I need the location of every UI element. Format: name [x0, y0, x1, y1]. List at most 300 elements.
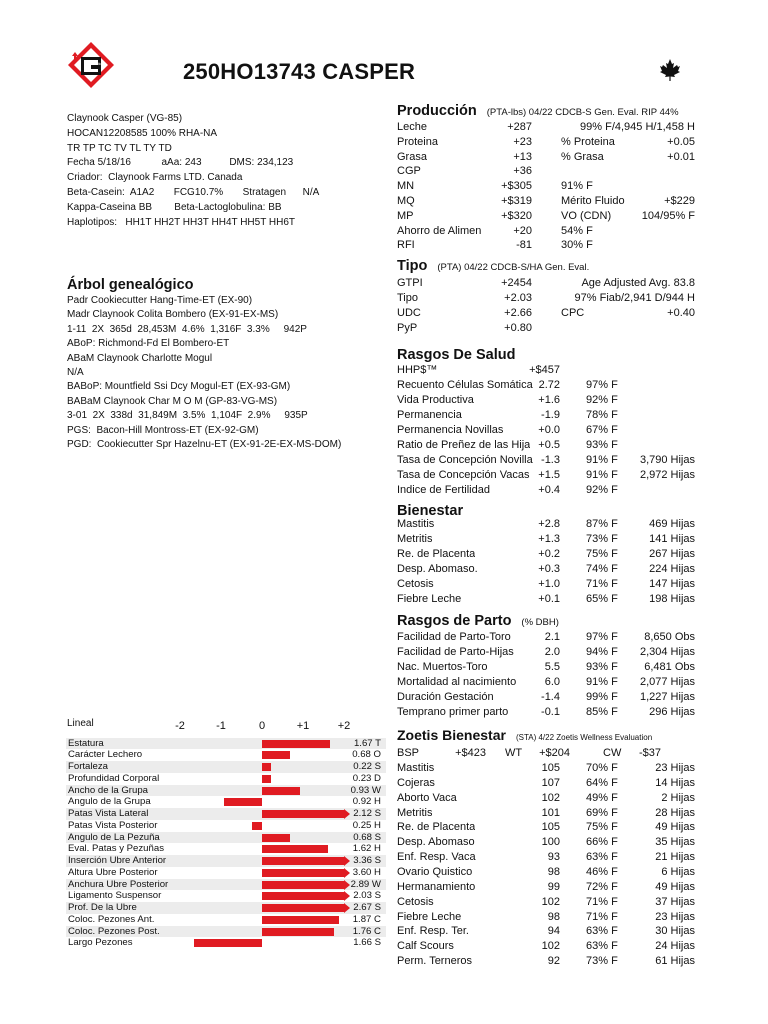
zoetis-bsp-wt: +$204 — [539, 747, 570, 759]
salud-cell: Ratio de Preñez de las Hija — [397, 439, 531, 451]
produccion-cell: +287 — [507, 121, 532, 133]
bienestar-cell: 71% F — [586, 577, 618, 590]
bienestar-row — [396, 562, 696, 577]
x-tick-label: 0 — [258, 720, 266, 732]
pedigree-line: ABaM Claynook Charlotte Mogul — [67, 352, 213, 364]
info-line: Fecha 5/18/16 aAa: 243 DMS: 234,123 — [67, 157, 294, 169]
zoetis-cell: 14 Hijas — [655, 776, 695, 789]
linear-value-label: 0.93 W — [350, 784, 381, 796]
zoetis-bsp-row — [396, 746, 696, 761]
produccion-cell: MP — [397, 209, 414, 222]
linear-value-label: 0.22 S — [353, 761, 381, 772]
produccion-cell: +0.05 — [667, 135, 695, 148]
salud-cell: Tasa de Concepción Vacas — [397, 469, 530, 481]
salud-row — [396, 393, 696, 408]
parto-cell: 93% F — [586, 660, 618, 673]
bienestar-cell: +1.0 — [538, 577, 560, 590]
produccion-cell: Leche — [397, 121, 427, 133]
parto-cell: 94% F — [586, 645, 618, 658]
bienestar-cell: Mastitis — [397, 518, 435, 530]
produccion-row — [396, 238, 696, 253]
salud-cell: +1.6 — [538, 394, 560, 406]
tipo-row — [396, 291, 696, 306]
salud-cell: -1.3 — [541, 454, 560, 466]
info-line: Kappa-Caseina BB Beta-Lactoglobulina: BB — [67, 201, 282, 213]
produccion-cell: % Grasa — [561, 150, 604, 163]
zoetis-cell: Fiebre Leche — [397, 910, 462, 923]
tipo-cell: +2.66 — [504, 306, 532, 319]
parto-row — [396, 705, 696, 720]
bienestar-cell: +0.1 — [538, 592, 560, 605]
parto-row — [396, 630, 696, 645]
parto-cell: 99% F — [586, 690, 618, 703]
linear-bar — [262, 904, 344, 912]
pedigree-line: BABoP: Mountfield Ssi Dcy Mogul-ET (EX-93-GM) — [67, 381, 291, 393]
parto-cell: Mortalidad al nacimiento — [397, 675, 517, 688]
bienestar-cell: +0.2 — [538, 547, 560, 560]
zoetis-cell: Ovario Quistico — [397, 865, 473, 878]
zoetis-cell: 63% F — [586, 940, 618, 953]
zoetis-cell: 105 — [541, 821, 560, 834]
bienestar-cell: 87% F — [586, 518, 618, 530]
linear-trait-label: Altura Ubre Posterior — [68, 866, 158, 878]
salud-row — [396, 408, 696, 423]
salud-cell: Vida Productiva — [397, 394, 474, 406]
linear-value-label: 0.68 O — [352, 749, 381, 761]
salud-cell: 92% F — [586, 484, 618, 496]
bienestar-title: Bienestar — [397, 503, 464, 519]
bienestar-cell: 73% F — [586, 532, 618, 545]
salud-cell: 93% F — [586, 439, 618, 451]
linear-bar — [262, 763, 271, 771]
zoetis-cell: 61 Hijas — [655, 955, 695, 968]
logo-text: GenerVations — [84, 62, 106, 66]
tipo-row — [396, 276, 696, 291]
zoetis-cell: 64% F — [586, 776, 618, 789]
zoetis-cell: Mastitis — [397, 762, 435, 774]
zoetis-bsp-wt_label: WT — [505, 747, 523, 759]
zoetis-cell: 100 — [541, 836, 560, 849]
info-line: Criador: Claynook Farms LTD. Canada — [67, 172, 243, 184]
zoetis-row — [396, 776, 696, 791]
linear-value-label: 2.12 S — [353, 808, 381, 819]
linear-bar — [262, 751, 290, 759]
produccion-title: Producción (PTA-lbs) 04/22 CDCB-S Gen. Eval. RIP 44% — [397, 103, 679, 119]
zoetis-cell: 63% F — [586, 851, 618, 864]
info-line: Claynook Casper (VG-85) — [67, 113, 183, 124]
salud-cell: 3,790 Hijas — [639, 454, 695, 466]
linear-row — [66, 773, 386, 785]
linear-value-label: 1.67 T — [353, 737, 381, 749]
produccion-cell: +36 — [513, 165, 532, 178]
linear-row — [66, 914, 386, 926]
tipo-cell: +0.40 — [667, 306, 695, 319]
parto-cell: 2,077 Hijas — [639, 675, 695, 688]
zoetis-row — [396, 865, 696, 880]
produccion-cell: +23 — [513, 135, 532, 148]
parto-cell: 1,227 Hijas — [639, 690, 695, 703]
zoetis-row — [396, 820, 696, 835]
produccion-row — [396, 150, 696, 165]
zoetis-bsp-bsp_label: BSP — [397, 747, 420, 759]
salud-row — [396, 423, 696, 438]
linear-bar-arrow — [344, 891, 350, 901]
zoetis-cell: 21 Hijas — [655, 851, 695, 864]
zoetis-row — [396, 880, 696, 895]
zoetis-cell: 101 — [541, 806, 560, 819]
linear-trait-label: Largo Pezones — [68, 937, 133, 949]
zoetis-cell: 102 — [541, 895, 560, 908]
linear-trait-label: Coloc. Pezones Post. — [68, 925, 160, 937]
zoetis-cell: 49 Hijas — [655, 880, 695, 893]
tipo-cell: CPC — [561, 306, 585, 319]
x-tick-label: -2 — [175, 720, 185, 732]
produccion-cell: CGP — [397, 165, 421, 178]
produccion-cell: +$320 — [501, 209, 532, 222]
zoetis-cell: Hermanamiento — [397, 880, 476, 893]
zoetis-cell: Aborto Vaca — [397, 791, 457, 804]
page-title: 250HO13743 CASPER — [183, 59, 416, 84]
linear-bar — [262, 834, 290, 842]
zoetis-cell: 46% F — [586, 865, 618, 878]
salud-row — [396, 453, 696, 468]
salud-title: Rasgos De Salud — [397, 347, 516, 363]
zoetis-row — [396, 954, 696, 969]
linear-bar-arrow — [344, 856, 350, 866]
produccion-cell: VO (CDN) — [561, 209, 612, 222]
parto-row — [396, 660, 696, 675]
zoetis-cell: Enf. Resp. Vaca — [397, 851, 476, 864]
produccion-cell: +13 — [513, 150, 532, 163]
linear-bar — [262, 810, 344, 818]
salud-row — [396, 468, 696, 483]
zoetis-title: Zoetis Bienestar (STA) 4/22 Zoetis Wellness Evaluation — [397, 727, 653, 743]
linear-bar — [262, 881, 344, 889]
tipo-cell: 97% Fiab/2,941 D/944 H — [574, 291, 695, 304]
zoetis-cell: 63% F — [586, 925, 618, 938]
zoetis-cell: 24 Hijas — [655, 940, 695, 953]
linear-row — [66, 808, 386, 820]
linear-trait-label: Eval. Patas y Pezuñas — [68, 843, 164, 855]
linear-trait-label: Anchura Ubre Posterior — [68, 878, 169, 890]
linear-row — [66, 749, 386, 761]
produccion-cell: Proteina — [397, 135, 438, 148]
bienestar-cell: 469 Hijas — [649, 518, 695, 530]
bienestar-cell: Cetosis — [397, 577, 434, 590]
bienestar-cell: 65% F — [586, 592, 618, 605]
zoetis-row — [396, 924, 696, 939]
parto-subtitle: (% DBH) — [521, 617, 559, 628]
chart-title: Lineal — [67, 718, 94, 729]
zoetis-cell: 23 Hijas — [655, 910, 695, 923]
zoetis-cell: 102 — [541, 940, 560, 953]
linear-trait-label: Coloc. Pezones Ant. — [68, 913, 155, 925]
pedigree-line: N/A — [67, 366, 84, 378]
info-line: TR TP TC TV TL TY TD — [67, 142, 172, 154]
linear-bar — [262, 857, 344, 865]
linear-row — [66, 832, 386, 844]
zoetis-cell: 49% F — [586, 791, 618, 804]
zoetis-cell: Re. de Placenta — [397, 821, 476, 834]
parto-cell: Facilidad de Parto-Toro — [397, 631, 511, 643]
zoetis-cell: 2 Hijas — [661, 791, 695, 804]
linear-bar — [252, 822, 262, 830]
zoetis-cell: 23 Hijas — [655, 762, 695, 774]
tipo-row — [396, 306, 696, 321]
parto-cell: 296 Hijas — [649, 705, 695, 718]
zoetis-cell: 66% F — [586, 836, 618, 849]
produccion-row — [396, 224, 696, 239]
linear-row — [66, 926, 386, 938]
linear-value-label: 1.62 H — [352, 843, 381, 855]
parto-cell: -0.1 — [541, 705, 560, 718]
linear-value-label: 1.76 C — [352, 925, 381, 937]
bienestar-row — [396, 532, 696, 547]
zoetis-cell: 28 Hijas — [655, 806, 695, 819]
tipo-cell: Age Adjusted Avg. 83.8 — [581, 277, 695, 289]
linear-trait-label: Prof. De la Ubre — [68, 902, 137, 913]
zoetis-cell: Perm. Terneros — [397, 955, 472, 968]
salud-cell: -1.9 — [541, 409, 560, 421]
parto-cell: 97% F — [586, 631, 618, 643]
parto-cell: 91% F — [586, 675, 618, 688]
salud-cell: Tasa de Concepción Novilla — [397, 454, 533, 466]
linear-row — [66, 890, 386, 902]
produccion-subtitle: (PTA-lbs) 04/22 CDCB-S Gen. Eval. RIP 44% — [486, 107, 679, 118]
tipo-title: Tipo (PTA) 04/22 CDCB-S/HA Gen. Eval. — [397, 258, 590, 274]
parto-cell: 2.1 — [544, 631, 560, 643]
parto-cell: 6.0 — [544, 675, 560, 688]
zoetis-cell: 75% F — [586, 821, 618, 834]
tipo-cell: +2454 — [501, 277, 532, 289]
linear-value-label: 0.68 S — [353, 831, 381, 843]
salud-cell: Recuento Células Somática — [397, 379, 533, 391]
zoetis-row — [396, 850, 696, 865]
produccion-cell: % Proteina — [561, 135, 615, 148]
salud-cell: 78% F — [586, 409, 618, 421]
produccion-cell: 54% F — [561, 224, 593, 237]
salud-cell: Indice de Fertilidad — [397, 484, 490, 496]
tipo-subtitle: (PTA) 04/22 CDCB-S/HA Gen. Eval. — [437, 262, 590, 273]
linear-value-label: 2.67 S — [353, 902, 381, 913]
parto-cell: -1.4 — [541, 690, 560, 703]
linear-bar — [262, 787, 300, 795]
salud-cell: 91% F — [586, 469, 618, 481]
linear-value-label: 1.66 S — [353, 937, 381, 949]
salud-row — [396, 378, 696, 393]
zoetis-cell: 73% F — [586, 955, 618, 968]
produccion-cell: 104/95% F — [641, 209, 695, 222]
zoetis-cell: 93 — [547, 851, 560, 864]
pedigree-line: Madr Claynook Colita Bombero (EX-91-EX-MS) — [67, 309, 279, 321]
produccion-cell: Grasa — [397, 150, 427, 163]
zoetis-cell: 49 Hijas — [655, 821, 695, 834]
parto-cell: 2,304 Hijas — [639, 645, 695, 658]
parto-cell: Nac. Muertos-Toro — [397, 660, 488, 673]
bienestar-cell: +2.8 — [538, 518, 560, 530]
arbol-title: Árbol genealógico — [67, 277, 194, 293]
info-line: Haplotipos: HH1T HH2T HH3T HH4T HH5T HH6T — [67, 216, 296, 228]
linear-trait-label: Carácter Lechero — [68, 749, 143, 761]
parto-cell: 2.0 — [544, 645, 560, 658]
linear-value-label: 0.92 H — [352, 796, 381, 808]
zoetis-cell: 105 — [541, 762, 560, 774]
tipo-cell: +0.80 — [504, 321, 532, 334]
linear-value-label: 3.60 H — [352, 866, 381, 878]
produccion-cell: +$305 — [501, 180, 532, 193]
salud-cell: 91% F — [586, 454, 618, 466]
linear-value-label: 1.87 C — [352, 913, 381, 925]
pedigree-line: ABoP: Richmond-Fd El Bombero-ET — [67, 338, 230, 350]
linear-row — [66, 867, 386, 879]
bienestar-cell: Re. de Placenta — [397, 547, 476, 560]
linear-trait-label: Patas Vista Lateral — [68, 808, 149, 819]
linear-value-label: 3.36 S — [353, 855, 381, 866]
linear-trait-label: Ancho de la Grupa — [68, 784, 149, 796]
produccion-row — [396, 209, 696, 224]
linear-value-label: 0.25 H — [352, 819, 381, 831]
parto-row — [396, 690, 696, 705]
linear-row — [66, 796, 386, 808]
zoetis-cell: 71% F — [586, 895, 618, 908]
zoetis-cell: 94 — [547, 925, 560, 938]
parto-cell: Duración Gestación — [397, 690, 494, 703]
salud-row — [396, 363, 696, 378]
parto-row — [396, 675, 696, 690]
bienestar-cell: 141 Hijas — [649, 532, 695, 545]
produccion-cell: +$229 — [664, 195, 695, 207]
produccion-cell: MQ — [397, 195, 415, 207]
bienestar-cell: Desp. Abomaso. — [397, 562, 478, 575]
parto-cell: Facilidad de Parto-Hijas — [397, 645, 514, 658]
produccion-cell: 99% F/4,945 H/1,458 H — [580, 121, 695, 133]
produccion-cell: +$319 — [501, 195, 532, 207]
produccion-cell: RFI — [397, 239, 415, 252]
tipo-cell: GTPI — [397, 277, 423, 289]
zoetis-row — [396, 761, 696, 776]
bienestar-cell: 147 Hijas — [649, 577, 695, 590]
zoetis-cell: 37 Hijas — [655, 895, 695, 908]
zoetis-cell: 30 Hijas — [655, 925, 695, 938]
zoetis-cell: Cojeras — [397, 776, 435, 789]
zoetis-row — [396, 895, 696, 910]
salud-cell: 2,972 Hijas — [639, 469, 695, 481]
produccion-cell: +20 — [513, 224, 532, 237]
produccion-cell: 91% F — [561, 180, 593, 193]
linear-row — [66, 820, 386, 832]
linear-trait-label: Ligamento Suspensor — [68, 890, 162, 902]
linear-value-label: 0.23 D — [352, 772, 381, 784]
salud-cell: 92% F — [586, 394, 618, 406]
evaluation-column — [396, 0, 696, 1024]
info-line: Beta-Casein: A1A2 FCG10.7% Stratagen N/A — [67, 186, 320, 198]
zoetis-row — [396, 791, 696, 806]
zoetis-cell: Metritis — [397, 806, 433, 819]
salud-cell: Permanencia Novillas — [397, 424, 504, 436]
x-tick-label: +2 — [337, 720, 351, 732]
produccion-row — [396, 120, 696, 135]
linear-row — [66, 902, 386, 914]
zoetis-cell: 98 — [547, 910, 560, 923]
bienestar-cell: 198 Hijas — [649, 592, 695, 605]
linear-bar-arrow — [344, 809, 350, 819]
bienestar-row — [396, 592, 696, 607]
zoetis-cell: 92 — [547, 955, 560, 968]
linear-row — [66, 843, 386, 855]
zoetis-cell: 69% F — [586, 806, 618, 819]
linear-bar — [262, 928, 334, 936]
bienestar-cell: 224 Hijas — [649, 562, 695, 575]
linear-value-label: 2.89 W — [350, 878, 381, 890]
zoetis-cell: 6 Hijas — [661, 865, 695, 878]
linear-trait-label: Inserción Ubre Anterior — [68, 855, 167, 866]
linear-bar — [224, 798, 262, 806]
bienestar-row — [396, 577, 696, 592]
salud-row — [396, 438, 696, 453]
bienestar-row — [396, 517, 696, 532]
produccion-cell: -81 — [516, 239, 532, 252]
zoetis-bsp-bsp: +$423 — [455, 747, 486, 759]
zoetis-cell: 98 — [547, 865, 560, 878]
salud-cell: HHP$™ — [397, 364, 438, 376]
zoetis-cell: 72% F — [586, 880, 618, 893]
zoetis-bsp-cw: -$37 — [638, 747, 661, 759]
salud-cell: +0.5 — [538, 439, 560, 451]
x-tick-label: +1 — [296, 720, 310, 732]
parto-title: Rasgos de Parto (% DBH) — [397, 613, 559, 629]
linear-bar — [262, 869, 344, 877]
linear-row — [66, 879, 386, 891]
linear-trait-label: Fortaleza — [68, 761, 108, 772]
produccion-cell: Mérito Fluido — [561, 195, 625, 207]
salud-cell: Permanencia — [397, 409, 462, 421]
linear-trait-label: Estatura — [68, 737, 104, 749]
produccion-row — [396, 135, 696, 150]
pedigree-line: PGS: Bacon-Hill Montross-ET (EX-92-GM) — [67, 424, 259, 436]
tipo-cell: UDC — [397, 306, 421, 319]
linear-bar — [262, 775, 271, 783]
linear-bar-arrow — [344, 868, 350, 878]
linear-bar — [262, 892, 344, 900]
pedigree-line: PGD: Cookiecutter Spr Hazelnu-ET (EX-91-2E-EX-MS-DOM) — [67, 438, 342, 450]
pedigree-line: Padr Cookiecutter Hang-Time-ET (EX-90) — [67, 295, 253, 306]
salud-cell: 2.72 — [538, 379, 560, 391]
pedigree-line: BABaM Claynook Char M O M (GP-83-VG-MS) — [67, 395, 278, 407]
zoetis-cell: Cetosis — [397, 895, 434, 908]
tipo-cell: +2.03 — [504, 291, 532, 304]
bienestar-cell: Metritis — [397, 532, 433, 545]
linear-row — [66, 738, 386, 750]
linear-bar — [194, 939, 262, 947]
parto-row — [396, 645, 696, 660]
salud-cell: +0.4 — [538, 484, 560, 496]
bienestar-cell: Fiebre Leche — [397, 592, 462, 605]
parto-cell: 8,650 Obs — [644, 631, 695, 643]
linear-trait-label: Angulo de La Pezuña — [68, 831, 160, 843]
parto-cell: 6,481 Obs — [644, 660, 695, 673]
zoetis-cell: 102 — [541, 791, 560, 804]
linear-row — [66, 937, 386, 949]
salud-cell: 67% F — [586, 424, 618, 436]
produccion-row — [396, 164, 696, 179]
zoetis-bsp-cw_label: CW — [603, 747, 622, 759]
linear-row — [66, 855, 386, 867]
parto-cell: Temprano primer parto — [397, 705, 509, 718]
bienestar-cell: +0.3 — [538, 562, 560, 575]
salud-cell: 97% F — [586, 379, 618, 391]
tipo-cell: PyP — [397, 321, 418, 334]
linear-trait-label: Patas Vista Posterior — [68, 819, 158, 831]
